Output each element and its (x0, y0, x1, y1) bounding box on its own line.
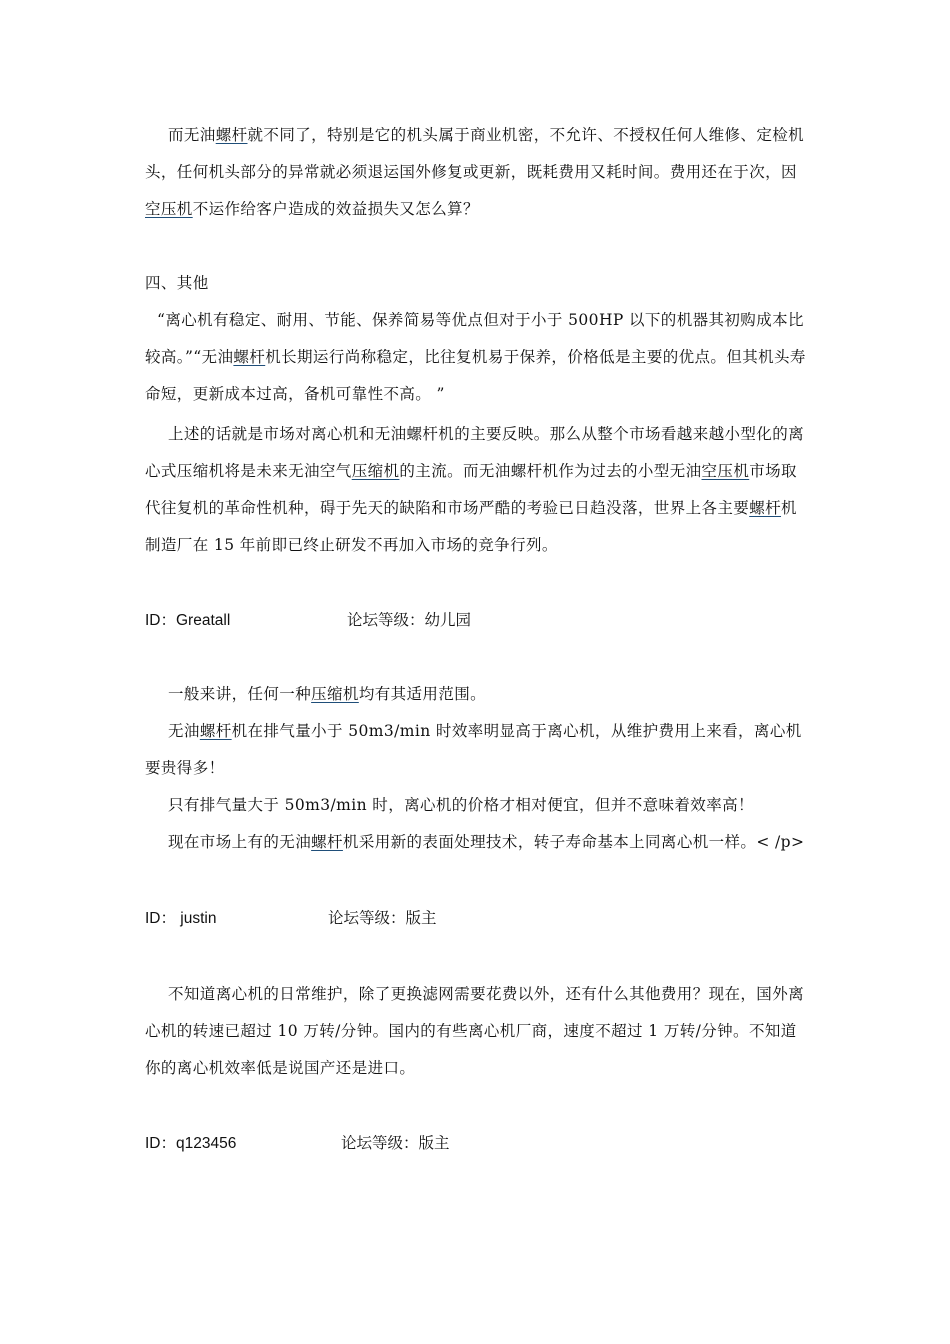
text: 不运作给客户造成的效益损失又怎么算？ (192, 200, 479, 218)
section-title: 四、其他 (145, 274, 209, 292)
text: 一般来讲，任何一种 (168, 685, 312, 703)
text: 市场取代往复机的革命性机种，碍于先天的缺陷和市场严酷的考验已日趋没落，世界上各主要 (145, 462, 797, 517)
post-2 (145, 676, 807, 861)
text: 现在市场上有的无油 (168, 833, 312, 851)
text: 上述的话就是市场对离心机和无油螺杆机的主要反映。那么从整个市场看越来越小型化的离心式压缩机将是未来无油空气 (145, 425, 805, 480)
post-3 (145, 976, 807, 1087)
forum-level: 论坛等级：版主 (328, 909, 437, 927)
author-line-justin (145, 906, 437, 931)
link-kongyaji[interactable]: 空压机 (701, 462, 750, 480)
link-luogan[interactable]: 螺杆 (233, 348, 266, 366)
paragraph-3 (145, 416, 807, 564)
text: 均有其适用范围。 (358, 685, 487, 703)
link-kongyaji[interactable]: 空压机 (145, 200, 193, 218)
text: 就不同了，特别是它的机头属于商业机密，不允许、不授权任何人维修、定检机头，任何机头部分的异常就必须退运国外修复或更新，既耗费用又耗时间。费用还在于次，因 (145, 126, 805, 181)
text: 只有排气量大于 50m3/min 时，离心机的价格才相对便宜，但并不意味着效率高！ (168, 796, 754, 814)
link-luogan[interactable]: 螺杆 (311, 833, 343, 851)
text: 不知道离心机的日常维护，除了更换滤网需要花费以外，还有什么其他费用？现在，国外离心机的转速已超过 10 万转/分钟。国内的有些离心机厂商，速度不超过 1 万转/分钟。不知道你的离心机效率低是说国产还是进口。 (145, 985, 805, 1077)
section-heading (145, 265, 807, 302)
link-luogan[interactable]: 螺杆 (215, 126, 248, 144)
paragraph-1 (145, 117, 807, 228)
author-id: ID： justin (145, 910, 217, 927)
text: 机长期运行尚称稳定，比往复机易于保养，价格低是主要的优点。但其机头寿命短，更新成本过高，备机可靠性不高。 ” (145, 348, 806, 403)
text: 机采用新的表面处理技术，转子寿命基本上同离心机一样。< /p> (342, 833, 805, 851)
text: 而无油 (168, 126, 216, 144)
author-line-q123456 (145, 1131, 450, 1156)
text: 的主流。而无油螺杆机作为过去的小型无油 (399, 462, 702, 480)
author-id: ID：Greatall (145, 612, 231, 629)
text: “离心机有稳定、耐用、节能、保养简易等优点但对于小于 500HP 以下的机器其初购成本比较高。”“无油 (145, 311, 804, 366)
text: 机制造厂在 15 年前即已终止研发不再加入市场的竞争行列。 (145, 499, 797, 554)
link-yasuoji[interactable]: 压缩机 (311, 685, 359, 703)
forum-level: 论坛等级：幼儿园 (347, 611, 472, 629)
forum-level: 论坛等级：版主 (341, 1134, 450, 1152)
link-yasuoji[interactable]: 压缩机 (351, 462, 400, 480)
text: 机在排气量小于 50m3/min 时效率明显高于离心机，从维护费用上来看，离心机要贵得多！ (145, 722, 802, 777)
text: 无油 (168, 722, 200, 740)
author-line-greatall (145, 608, 472, 633)
link-luogan[interactable]: 螺杆 (749, 499, 782, 517)
paragraph-2 (145, 302, 807, 413)
author-id: ID：q123456 (145, 1135, 237, 1152)
link-luogan[interactable]: 螺杆 (199, 722, 232, 740)
